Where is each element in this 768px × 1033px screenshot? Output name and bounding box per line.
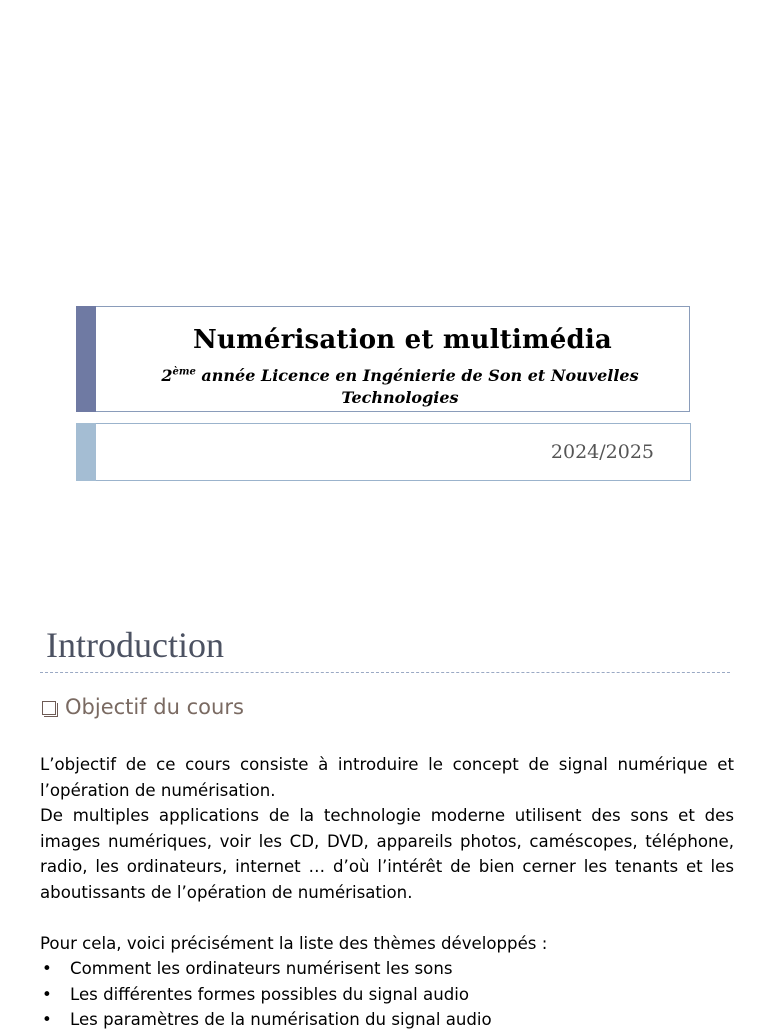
heading-divider — [40, 672, 730, 673]
paragraph-gap — [40, 905, 734, 931]
objective-label: Objectif du cours — [65, 695, 244, 719]
checkbox-icon — [42, 701, 56, 715]
course-title: Numérisation et multimédia — [193, 325, 612, 355]
themes-intro: Pour cela, voici précisément la liste des thèmes développés : — [40, 933, 548, 953]
title-block — [76, 306, 690, 412]
list-item: • Les différentes formes possibles du signal audio — [40, 982, 734, 1008]
title-accent-bar — [76, 306, 96, 412]
year-accent-bar — [76, 423, 96, 481]
course-subtitle — [117, 365, 683, 409]
year-block — [76, 423, 691, 481]
list-item: • Comment les ordinateurs numérisent les sons — [40, 956, 734, 982]
intro-heading: Introduction — [46, 625, 224, 665]
paragraph-applications: De multiples applications de la technologie moderne utilisent des sons et des images numériques, voir les CD, DVD, appareils photos, caméscopes, téléphone, radio, les ordinateurs, internet … d’où l’intérêt de bien cerner les tenants et les aboutissants de l’opération de numérisation. — [40, 806, 734, 902]
list-item: • Les paramètres de la numérisation du signal audio — [40, 1007, 734, 1033]
paragraph-objective: L’objectif de ce cours consiste à introduire le concept de signal numérique et l’opération de numérisation. — [40, 755, 734, 800]
themes-list — [40, 956, 734, 1033]
objective-section — [42, 692, 244, 722]
academic-year: 2024/2025 — [550, 441, 654, 463]
subtitle-ordinal: 2 — [161, 366, 173, 385]
intro-body — [40, 752, 734, 1033]
subtitle-superscript: ème — [172, 366, 196, 378]
subtitle-rest: année Licence en Ingénierie de Son et Nouvelles Technologies — [195, 366, 639, 407]
